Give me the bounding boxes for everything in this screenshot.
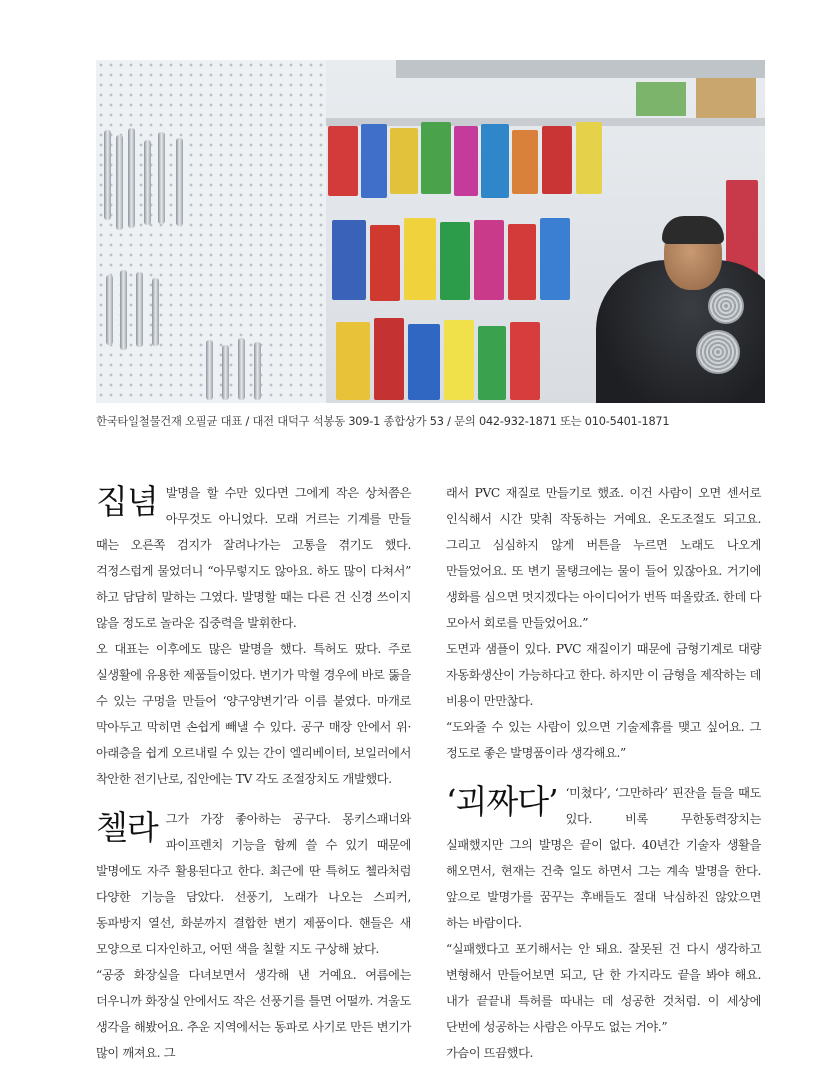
tool-package (454, 126, 478, 196)
tool-package (481, 124, 509, 198)
store-owner-hair (662, 216, 724, 244)
wrench (120, 270, 127, 350)
tool-package (404, 218, 436, 300)
wrench (104, 130, 111, 220)
tool-package (408, 324, 440, 400)
tool-package (474, 220, 504, 300)
tool-package (576, 122, 602, 194)
shelf-bar (326, 118, 765, 126)
wrench (144, 140, 151, 225)
wire-spool (708, 288, 744, 324)
tool-package (390, 128, 418, 194)
tool-package (440, 222, 470, 300)
body-paragraph: ‘미쳤다’, ‘그만하라’ 핀잔을 들을 때도 있다. 비록 무한동력장치는 실패했지만 그의 발명은 끝이 없다. 40년간 기술자 생활을 해오면서, 현재는 건축 일도 하면서 그는 계속 발명을 한다. 앞으로 발명가를 꿈꾸는 후배들도 절대 낙심하진 않았으면 하는 바람이다. (446, 786, 761, 930)
section-heading-dropcap: 집념 (96, 482, 158, 521)
store-photo (96, 60, 765, 403)
body-paragraph: 발명을 할 수만 있다면 그에게 작은 상처쯤은 아무것도 아니었다. 모래 거르는 기계를 만들 때는 오른쪽 검지가 잘려나가는 고통을 겪기도 했다. 걱정스럽게 물었더니 “아무렇지도 않아요. 하도 많이 다쳐서” 하고 담담히 말하는 그였다. 발명할 때는 다른 건 신경 쓰이지 않을 정도로 놀라운 집중력을 발휘한다. (96, 486, 411, 630)
tool-package (328, 126, 358, 196)
tool-package (512, 130, 538, 194)
section-heading-dropcap: ‘괴짜다’ (446, 782, 558, 821)
wrench (222, 345, 229, 400)
body-paragraph: “도와줄 수 있는 사람이 있으면 기술제휴를 맺고 싶어요. 그 정도로 좋은 발명품이라 생각해요.” (446, 720, 761, 760)
body-paragraph: 도면과 샘플이 있다. PVC 재질이기 때문에 금형기계로 대량 자동화생산이 가능하다고 한다. 하지만 이 금형을 제작하는 데 비용이 만만찮다. (446, 642, 761, 708)
cardboard-box (696, 78, 756, 118)
right-column (446, 480, 761, 1066)
tool-package (370, 225, 400, 301)
wrench (128, 128, 135, 228)
body-paragraph: “실패했다고 포기해서는 안 돼요. 잘못된 건 다시 생각하고 변형해서 만들어보면 되고, 단 한 가지라도 끝을 봐야 해요. 내가 끝끝내 특허를 따내는 데 성공한 것처럼. 이 세상에 단번에 성공하는 사람은 아무도 없는 거야.” (446, 942, 761, 1034)
wrench (206, 340, 213, 400)
tool-package (508, 224, 536, 300)
tool-package (421, 122, 451, 194)
wrench (238, 338, 245, 400)
body-paragraph: 그가 가장 좋아하는 공구다. 몽키스패너와 파이프렌치 기능을 함께 쓸 수 있기 때문에 발명에도 자주 활용된다고 한다. 최근에 딴 특허도 첼라처럼 다양한 기능을 담았다. 선풍기, 노래가 나오는 스피커, 동파방지 열선, 화분까지 결합한 변기 제품이다. 핸들은 새 모양으로 디자인하고, 어떤 색을 칠할 지도 구상해 놨다. (96, 812, 411, 956)
wrench (116, 135, 123, 230)
tool-package (374, 318, 404, 400)
wrench (152, 278, 159, 346)
body-paragraph: “공중 화장실을 다녀보면서 생각해 낸 거예요. 여름에는 더우니까 화장실 안에서도 작은 선풍기를 틀면 어떨까. 겨울도 생각을 해봤어요. 추운 지역에서는 동파로 사기로 만든 변기가 많이 깨져요. 그 (96, 968, 411, 1060)
wrench (254, 342, 261, 400)
tool-package (540, 218, 570, 300)
wrench (106, 275, 113, 345)
tool-package (336, 322, 370, 400)
ceiling (396, 60, 765, 78)
tool-package (444, 320, 474, 400)
tool-package (332, 220, 366, 300)
wrench (136, 272, 143, 347)
body-paragraph: 래서 PVC 재질로 만들기로 했죠. 이건 사람이 오면 센서로 인식해서 시간 맞춰 작동하는 거예요. 온도조절도 되고요. 그리고 심심하지 않게 버튼을 누르면 노래도 나오게 만들었어요. 또 변기 물탱크에는 물이 들어 있잖아요. 거기에 생화를 심으면 멋지겠다는 아이디어가 번뜩 떠올랐죠. 한데 다 모아서 회로를 만들었어요.” (446, 486, 761, 630)
section-heading-dropcap: 첼라 (96, 808, 158, 847)
tool-package (542, 126, 572, 194)
wrench (158, 132, 165, 224)
body-paragraph: 가슴이 뜨끔했다. (446, 1046, 534, 1060)
wrench (176, 138, 183, 226)
left-column (96, 480, 411, 1066)
tool-package (510, 322, 540, 400)
body-paragraph: 오 대표는 이후에도 많은 발명을 했다. 특허도 땄다. 주로 실생활에 유용한 제품들이었다. 변기가 막혈 경우에 바로 뚫을 수 있는 구멍을 만들어 ‘양구양변기’라 이름 붙였다. 마개로 막아두고 막히면 손쉽게 빼낼 수 있다. 공구 매장 안에서 위·아래층을 쉽게 오르내릴 수 있는 간이 엘리베이터, 보일러에서 착안한 전기난로, 집안에는 TV 각도 조절장치도 개발했다. (96, 642, 411, 786)
cardboard-box (636, 82, 686, 116)
tool-package (361, 124, 387, 198)
photo-caption: 한국타일철물건재 오필균 대표 / 대전 대덕구 석봉동 309-1 종합상가 53 / 문의 042-932-1871 또는 010-5401-1871 (96, 415, 670, 428)
tool-package (478, 326, 506, 400)
wire-spool (696, 330, 740, 374)
